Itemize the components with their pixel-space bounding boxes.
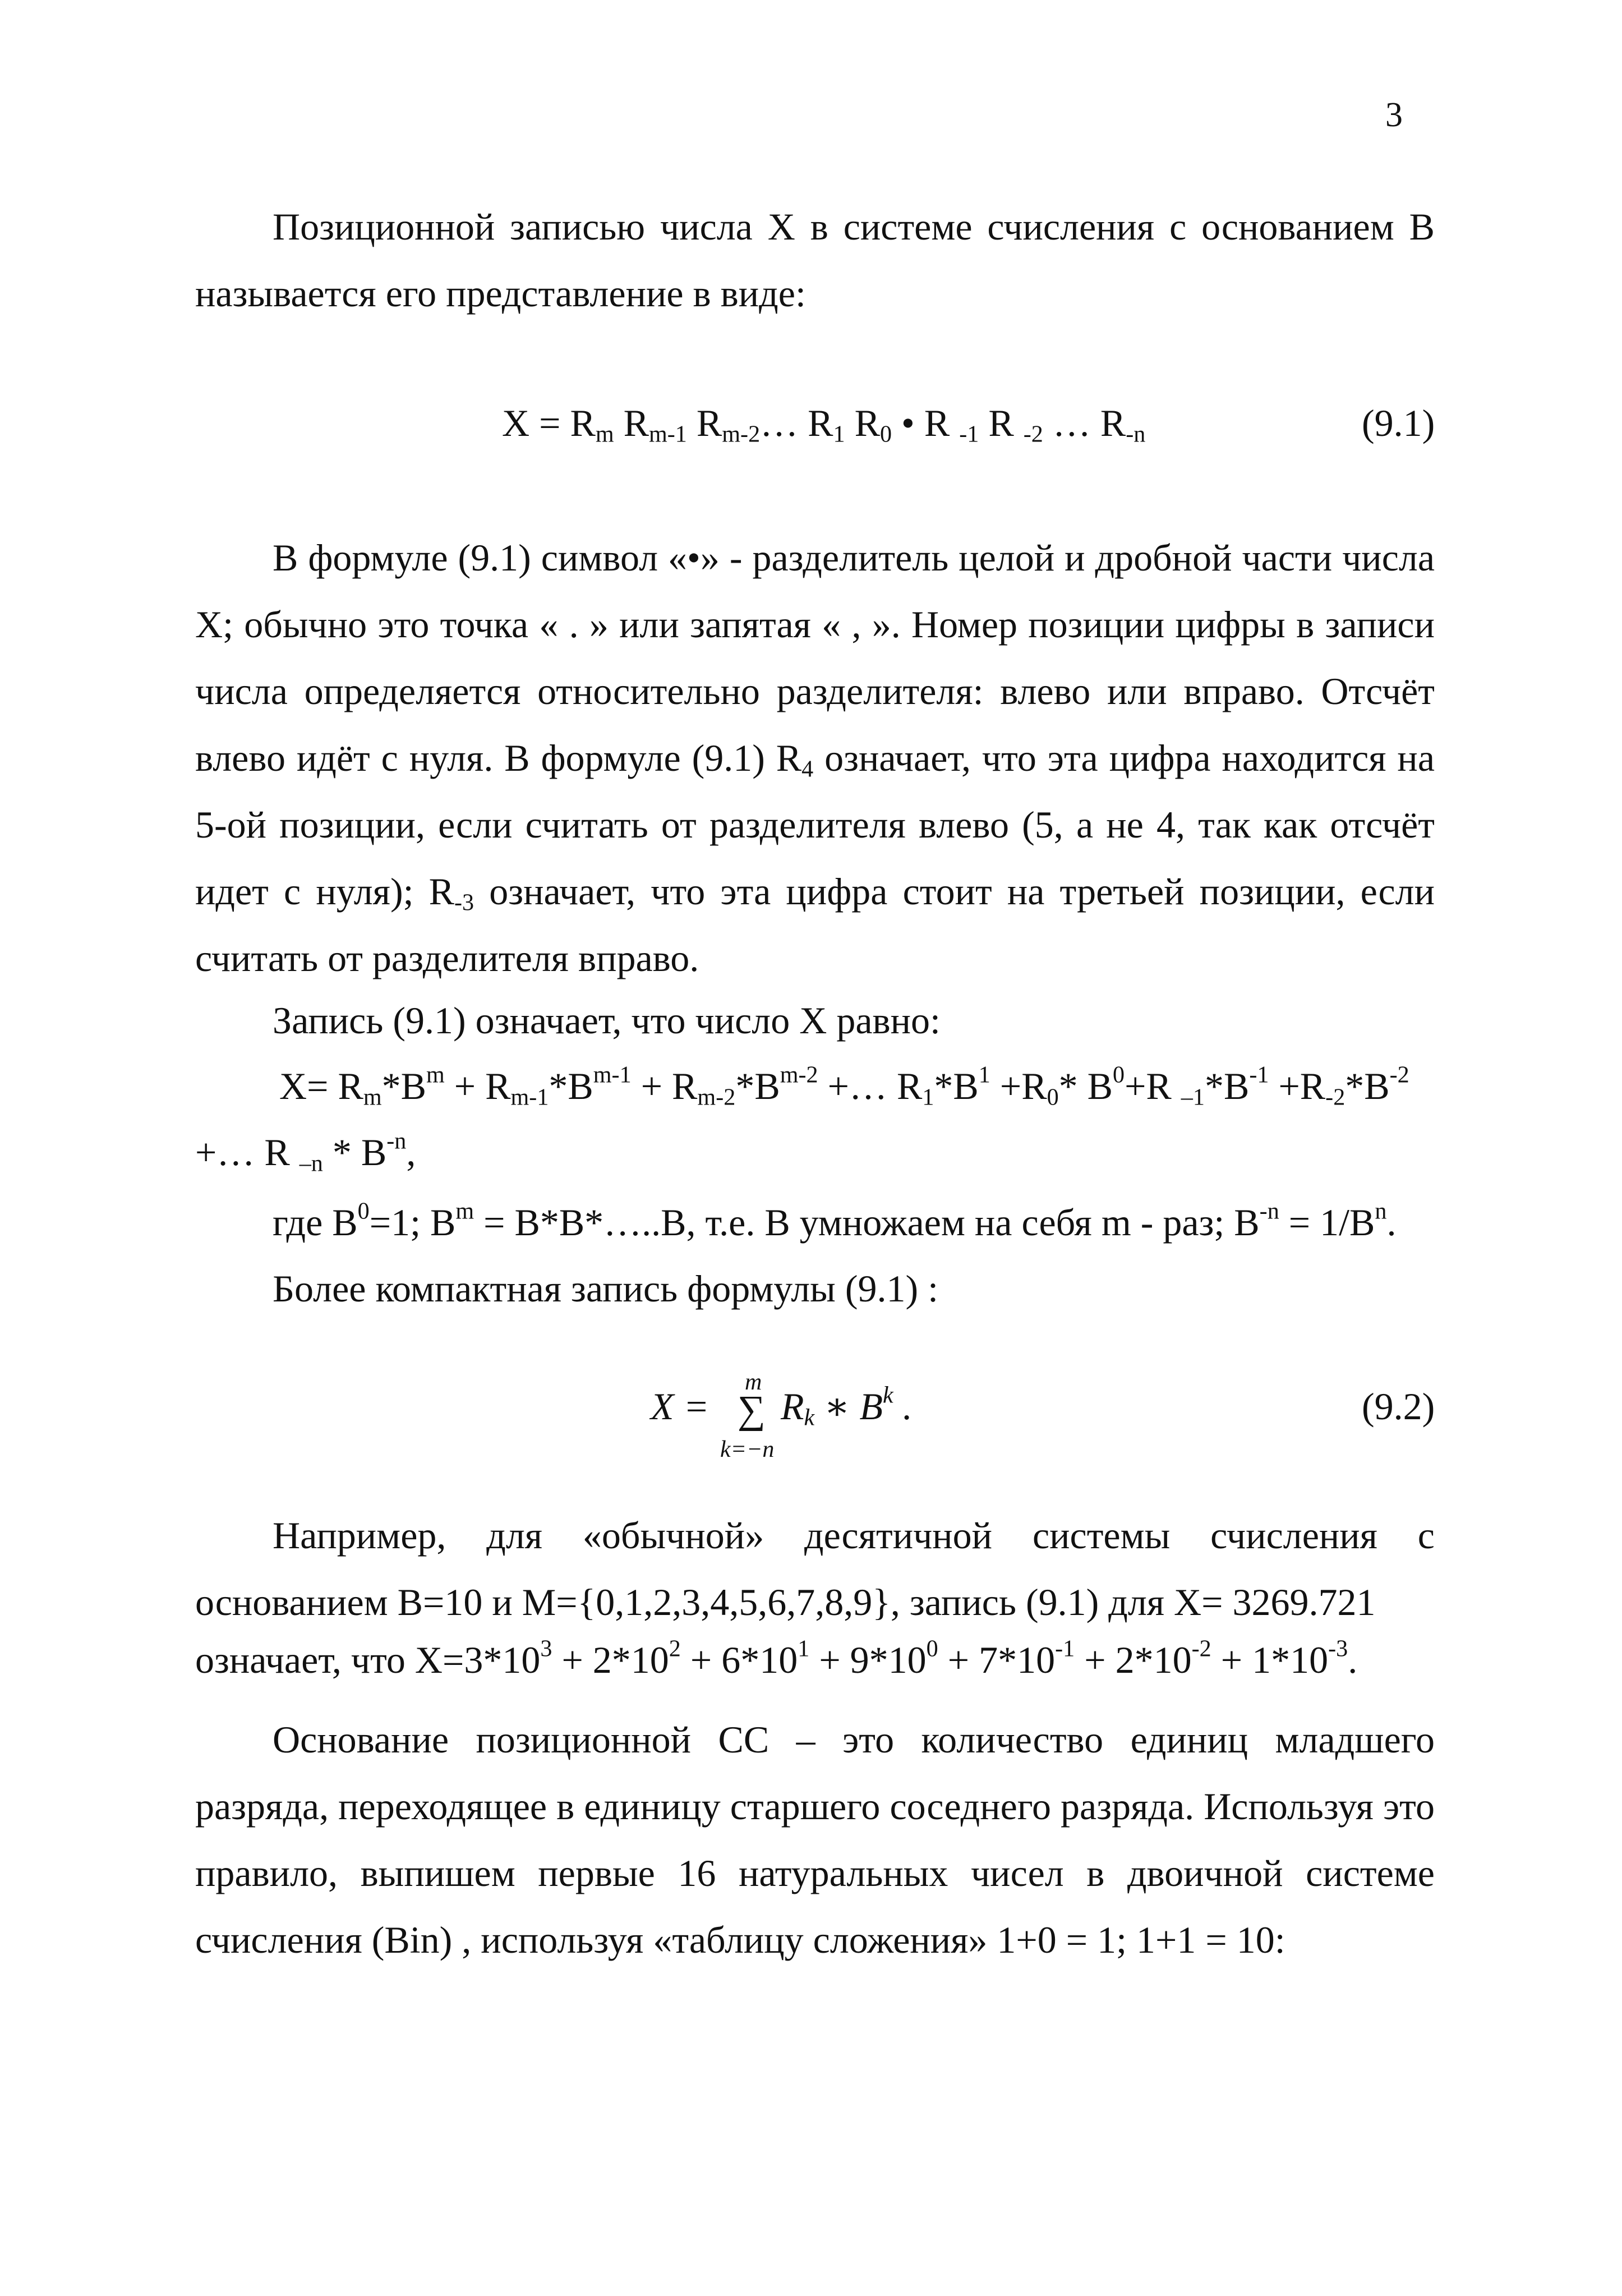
meaning-paragraph: Запись (9.1) означает, что число X равно:	[273, 999, 941, 1042]
formula-9-2-lhs: X =	[651, 1385, 709, 1428]
formula-9-2	[651, 1369, 965, 1464]
expansion-formula-line2: +… R $_{-n} * B^{-n}$,	[195, 1128, 416, 1177]
separator-explanation-paragraph: В формуле (9.1) символ «•» - разделитель целой и дробной части числа X; обычно это точка « . » или запятая « , ». Номер позиции цифры в записи числа определяется относительно разделителя: влево или вправо. Отсчёт влево идёт с нуля. В формуле (9.1) $R_4$ означает, что эта цифра находится на 5-ой позиции, если считать от разделителя влево (5, а не 4, так как отсчёт идет с нуля); $R_{-3}$ означает, что эта цифра стоит на третьей позиции, если считать от разделителя вправо.	[195, 536, 1435, 979]
sum-lower-limit: k=−n	[720, 1437, 775, 1462]
formula-9-2-rhs: $R_k$ ∗ $B^k$ .	[781, 1382, 913, 1431]
powers-definition-line: где $B^0=1$; $B^m$ = B*B*…..B, т.е. B умножаем на себя m - раз; $B^{-n} = 1/B^n$.	[273, 1198, 1397, 1244]
summation-sign: ∑	[738, 1388, 766, 1432]
formula-9-1-number: (9.1)	[1362, 402, 1435, 444]
expansion-formula-line1: $X= R_m*B^m + R_{m-1}*B^{m-1} + R_{m-2}*B^{m-2}$ +… $R_1*B^1 +R_0*$ $B^0+R$ $_{-1}*B^{-1} +R_{-2}*B^{-2}$	[279, 1061, 1409, 1111]
compact-form-intro: Более компактная запись формулы (9.1) :	[273, 1267, 939, 1310]
page-number: 3	[1385, 96, 1403, 134]
sum-upper-limit: m	[745, 1369, 762, 1395]
formula-9-1: $X = R_m$ $R_{m-1}$ $R_{m-2}\dots$ $R_1$ $R_0$ • R $_{-1}$ R $_{-2}$ … $R_{-n}$	[502, 402, 1146, 448]
decimal-example-expansion: означает, что $X=3*10^3 + 2*10^2 + 6*10^1 + 9*10^0 + 7*10^{-1} + 2*10^{-2} + 1*10^{-3}$.	[195, 1635, 1358, 1681]
formula-9-2-number: (9.2)	[1362, 1385, 1435, 1428]
decimal-example-paragraph: Например, для «обычной» десятичной системы счисления с основанием B=10 и M={0,1,2,3,4,5,6,7,8,9}, запись (9.1) для X= 3269.721	[195, 1514, 1435, 1623]
base-definition-paragraph: Основание позиционной СС – это количество единиц младшего разряда, переходящее в единицу старшего соседнего разряда. Используя это правило, выпишем первые 16 натуральных чисел в двоичной системе счисления (Bin) , используя «таблицу сложения» 1+0 = 1; 1+1 = 10:	[195, 1718, 1435, 1961]
definition-paragraph: Позиционной записью числа X в системе счисления с основанием B называется его представление в виде:	[195, 205, 1435, 315]
